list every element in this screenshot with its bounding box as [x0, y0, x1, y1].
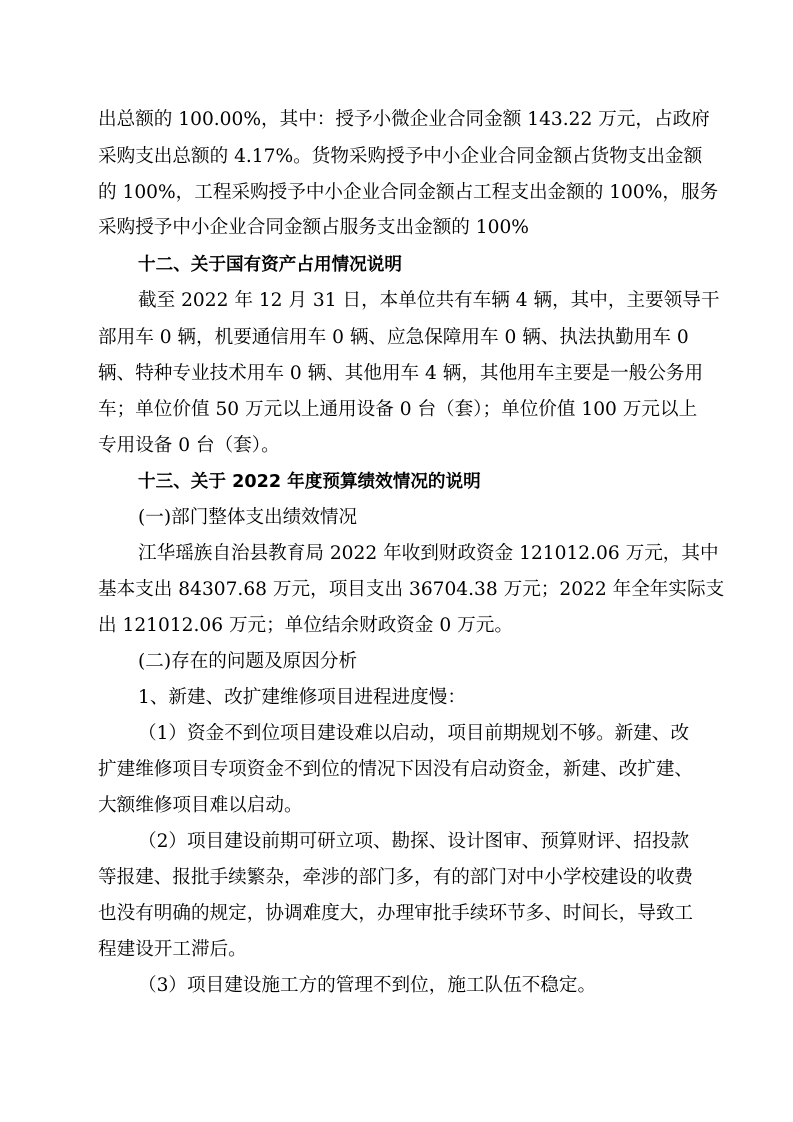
point-3-line-1: （3）项目建设施工方的管理不到位，施工队伍不稳定。	[138, 975, 597, 996]
point-2-line-4: 程建设开工滞后。	[98, 939, 247, 960]
point-1-line-1: （1）资金不到位项目建设难以启动，项目前期规划不够。新建、改	[138, 723, 690, 744]
section-13-sub1-line-3: 出 121012.06 万元；单位结余财政资金 0 万元。	[98, 615, 513, 636]
section-13-sub1-line-1: 江华瑶族自治县教育局 2022 年收到财政资金 121012.06 万元，其中	[138, 543, 719, 564]
section-13-item1-title: 1、新建、改扩建维修项目进程进度慢：	[138, 687, 466, 708]
point-1-line-2: 扩建维修项目专项资金不到位的情况下因没有启动资金，新建、改扩建、	[98, 759, 694, 780]
section-13-sub1-title: (一)部门整体支出绩效情况	[138, 507, 358, 528]
section-13-sub1-line-2: 基本支出 84307.68 万元，项目支出 36704.38 万元；2022 年全年实际支	[98, 579, 725, 600]
intro-line-4: 采购授予中小企业合同金额占服务支出金额的 100%	[98, 217, 529, 238]
intro-line-1: 出总额的 100.00%，其中：授予小微企业合同金额 143.22 万元，占政府	[98, 109, 710, 130]
section-12-line-3: 辆、特种专业技术用车 0 辆、其他用车 4 辆，其他用车主要是一般公务用	[98, 363, 704, 384]
section-12-line-1: 截至 2022 年 12 月 31 日，本单位共有车辆 4 辆，其中，主要领导干	[138, 290, 720, 311]
section-12-line-4: 车；单位价值 50 万元以上通用设备 0 台（套）；单位价值 100 万元以上	[98, 399, 698, 420]
section-12-heading: 十二、关于国有资产占用情况说明	[138, 255, 402, 275]
point-2-line-1: （2）项目建设前期可研立项、勘探、设计图审、预算财评、招投款	[138, 831, 690, 852]
section-12-line-5: 专用设备 0 台（套）。	[98, 435, 280, 456]
section-13-sub2-title: (二)存在的问题及原因分析	[138, 651, 358, 672]
section-13-heading: 十三、关于 2022 年度预算绩效情况的说明	[138, 472, 481, 492]
intro-line-3: 的 100%，工程采购授予中小企业合同金额占工程支出金额的 100%，服务	[98, 182, 719, 203]
point-2-line-2: 等报建、报批手续繁杂，牵涉的部门多，有的部门对中小学校建设的收费	[98, 867, 694, 888]
point-2-line-3: 也没有明确的规定，协调难度大，办理审批手续环节多、时间长，导致工	[98, 903, 694, 924]
intro-line-2: 采购支出总额的 4.17%。货物采购授予中小企业合同金额占货物支出金额	[98, 146, 703, 167]
section-12-line-2: 部用车 0 辆，机要通信用车 0 辆、应急保障用车 0 辆、执法执勤用车 0	[98, 327, 689, 348]
point-1-line-3: 大额维修项目难以启动。	[98, 795, 303, 816]
